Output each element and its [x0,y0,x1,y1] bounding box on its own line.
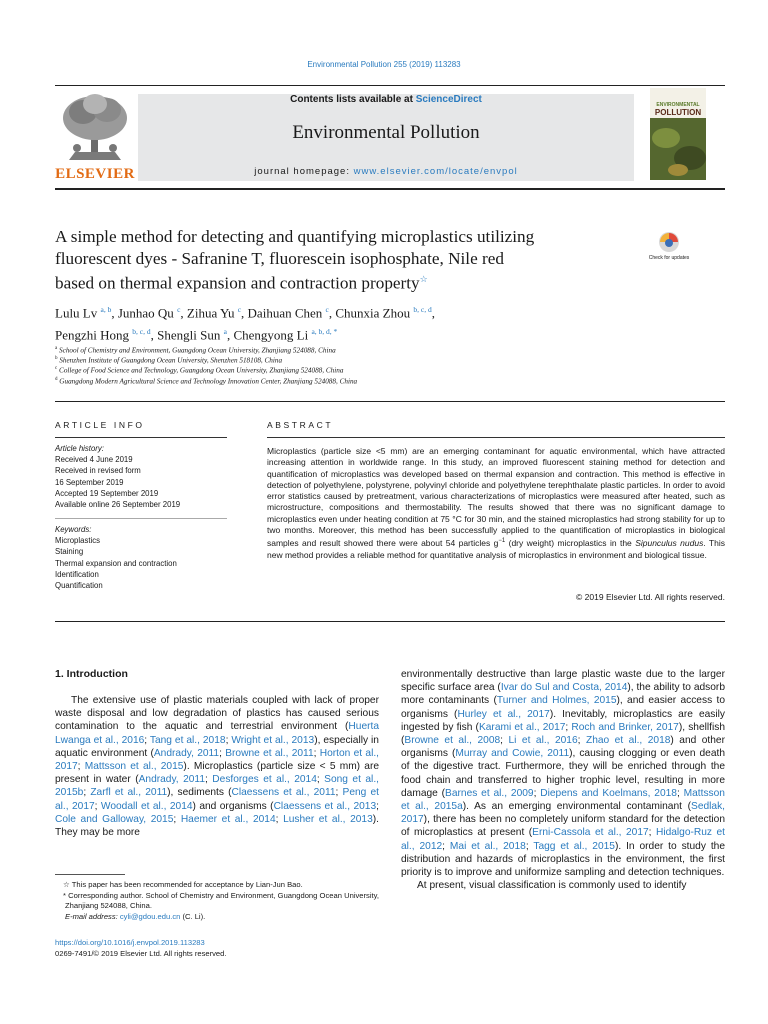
abstract-part-3: . This new method provides a reliable method for quantitative analysis of microplastics in environment and biological tissue. [267,538,725,560]
footnote-corresponding [55,891,379,912]
intro-right-text: ), the ability to adsorb more contaminants ( [401,682,725,707]
footnote-star-mark: ☆ [63,880,70,889]
author-3-affil[interactable]: c [237,305,242,314]
author-6-affil[interactable]: b, c, d [132,327,151,337]
intro-left-text: ; [225,734,232,746]
citation-link[interactable]: Browne et al., 2011 [225,747,314,759]
article-history [55,443,227,510]
citation-link[interactable]: Desforges et al., 2014 [212,774,317,786]
intro-right-text: ), shellfish ( [401,721,726,747]
author-7[interactable]: Shengli Sun [157,327,221,343]
keyword-item: Thermal expansion and contraction [55,558,177,568]
citation-link[interactable]: Zarfl et al., 2011 [90,787,168,799]
cover-title-line1: ENVIRONMENTAL [656,102,700,108]
author-5[interactable]: Chunxia Zhou [335,305,411,321]
intro-right-text: ; [533,787,541,799]
introduction-right-column [401,668,725,892]
intro-right-text: ). Inevitably, microplastics are easily ingested by fish ( [401,708,726,733]
intro-left-text: ; [205,774,213,786]
citation-link[interactable]: Andrady, 2011 [153,747,220,759]
author-7-affil[interactable]: a [223,327,227,337]
title-line-3 [55,269,645,294]
affiliation-b-mark: b [55,356,58,361]
citation-link[interactable]: Browne et al., 2008 [404,735,501,747]
citation-link[interactable]: Hidalgo-Ruz et al., 2012 [401,827,725,852]
article-info-rule [55,437,227,438]
title-line-3-text: based on thermal expansion and contraction property [55,273,420,293]
affiliation-c-mark: c [55,366,58,371]
intro-right-text: ; [565,721,572,733]
history-revised-date: 16 September 2019 [55,477,124,487]
author-5-affil[interactable]: b, c, d [413,305,432,314]
intro-left-text: ; [316,774,325,786]
email-link[interactable]: cyli@gdou.edu.cn [119,911,181,921]
footnote-star [55,880,379,891]
author-2-affil[interactable]: c [177,305,181,314]
check-updates-icon [652,230,686,256]
intro-right-text: ), there has been no completely uniform standard for the detection of microplastics at present ( [401,814,725,839]
keyword-item: Quantification [55,581,103,591]
author-list: Lulu Lv $^{a, b}$, Junhao Qu $^c$, Zihua Yu $^c$, Daihuan Chen $^c$, Chunxia Zhou $^{b, c, d}$, Pengzhi Hong $^{b, c, d}$, Shengli Sun $^a$, Chengyong Li $^{a, b, d, *}$ [55,305,435,343]
bottom-info [55,938,379,959]
journal-cover-thumbnail[interactable] [650,88,706,180]
citation-link[interactable]: Roch and Brinker, 2017 [571,721,679,733]
intro-right-text: environmentally destructive than large plastic waste due to the larger specific surface area ( [401,669,725,694]
elsevier-wordmark: ELSEVIER [55,166,135,182]
keywords-label: Keywords: [55,525,92,534]
affiliation-d [55,377,357,385]
abstract-part-1: Microplastics (particle size <5 mm) are an emerging contaminant for aquatic environmental, which have attracted increasing attention in worldwide range. In this study, an improved fluorescent staining method for detection and quantification of microplastics was developed based on thermal expansion and contraction. This method is effective in detection of polyethylene, polystyrene, polyvinyl chloride and polyethylene terephthalate plastic particles. In order to avoid error statistics caused by pretreatment, various characterizations of microplastics were measured after heated, such as microstructure, compositions and thermostability. The results showed that there was no significant damage to microplastics even under heating condition at 75 °C for 30 min, and the stained microplastics had strong stability for up to two months. Moreover, this method has been successfully applied to the quantification of microplastics in biological samples and result showed there were about 54 particles g [267,446,725,549]
sciencedirect-link[interactable]: ScienceDirect [415,94,482,105]
journal-homepage [138,166,634,177]
affiliation-d-text: Guangdong Modern Agricultural Science and Technology Innovation Center, Zhanjiang 524088, China [59,377,358,386]
keyword-item: Microplastics [55,536,101,546]
history-accepted: Accepted 19 September 2019 [55,488,159,498]
email-label: E-mail address: [65,911,120,921]
citation-link[interactable]: Barnes et al., 2009 [445,787,534,799]
abstract-bottom-rule [55,621,725,622]
citation-link[interactable]: Haemer et al., 2014 [180,813,276,825]
abstract-copyright: © 2019 Elsevier Ltd. All rights reserved. [576,592,725,602]
title-line-2: fluorescent dyes - Safranine T, fluorescein isophosphate, Nile red [55,248,504,268]
citation-link[interactable]: Mattsson et al., 2015a [401,787,725,813]
affiliation-b [55,356,282,364]
intro-left-text: ; [219,747,226,759]
issn-line: 0269-7491/© 2019 Elsevier Ltd. All rights reserved. [55,948,227,958]
intro-right-text: ), and easier access to organisms ( [401,695,725,720]
intro-left-text: ), especially in aquatic environment ( [55,734,379,759]
introduction-right-paragraph-2: At present, visual classification is commonly used to identify [417,880,687,892]
intro-left-text: ). Microplastics (particle size < 5 mm) are present in water ( [55,761,379,786]
citation-link[interactable]: Diepens and Koelmans, 2018 [540,787,677,799]
intro-right-text: ; [577,735,586,747]
footnotes [55,880,379,922]
author-1[interactable]: Lulu Lv [55,305,98,321]
keywords-block [55,524,227,591]
citation-link[interactable]: Sedlak, 2017 [401,801,726,826]
introduction-left-column [55,694,379,839]
intro-left-text: ) and organisms ( [192,800,274,812]
doi-link[interactable]: https://doi.org/10.1016/j.envpol.2019.113283 [55,938,205,947]
citation-link[interactable]: Turner and Holmes, 2015 [496,695,617,707]
intro-right-text: ), causing clogging or even death of the digestive tract. Furthermore, they will be enriched through the food chain and transferred to higher trophic level, resulting in more damage ( [401,748,725,799]
article-info-heading: ARTICLE INFO [55,420,145,430]
intro-right-text: ; [500,735,509,747]
footnote-email [55,912,379,923]
keywords-rule [55,518,227,519]
author-8[interactable]: Chengyong Li [233,327,309,343]
intro-left-text: ; [83,787,91,799]
author-6[interactable]: Pengzhi Hong [55,327,130,343]
author-4[interactable]: Daihuan Chen [247,305,323,321]
citation-link[interactable]: Song et al., 2015b [55,774,379,799]
affiliation-a [55,346,336,354]
abstract-heading: ABSTRACT [267,420,334,430]
citation-link[interactable]: Peng et al., 2017 [55,787,379,812]
intro-right-text: ; [648,827,656,839]
intro-right-text: ). In order to study the distribution and hazards of microplastics in the environment, the first priority is to improve and uniformize sampling and detection techniques. [401,840,725,879]
citation-link[interactable]: Tang et al., 2018 [149,734,226,746]
check-updates-label: Check for updates [648,255,690,261]
article-title [55,226,645,294]
citation-link[interactable]: Zhao et al., 2018 [585,735,671,747]
affiliation-c-text: College of Food Science and Technology, Guangdong Ocean University, Zhanjiang 524088, China [59,366,344,375]
intro-left-text: ; [376,800,379,812]
title-footnote-mark[interactable]: ☆ [419,274,428,284]
citation-link[interactable]: Lusher et al., 2013 [283,813,373,825]
citation-link[interactable]: Mattsson et al., 2015 [84,761,184,773]
citation-link[interactable]: Claessens et al., 2013 [273,800,377,812]
abstract-species: Sipunculus nudus [635,538,704,549]
abstract-text [267,446,725,561]
author-2[interactable]: Junhao Qu [117,305,174,321]
journal-citation[interactable]: Environmental Pollution 255 (2019) 113283 [307,60,461,69]
author-3[interactable]: Zihua Yu [186,305,235,321]
intro-left-text: ; [335,787,343,799]
history-label: Article history: [55,444,104,453]
contents-prefix: Contents lists available at [290,94,416,105]
intro-right-text: ; [676,787,684,799]
affiliation-a-text: School of Chemistry and Environment, Guangdong Ocean University, Zhanjiang 524088, China [59,346,336,355]
email-suffix: (C. Li). [180,911,206,921]
check-for-updates-badge[interactable] [652,230,686,268]
citation-link[interactable]: Wright et al., 2013 [231,734,315,746]
abstract-rule [267,437,725,438]
citation-link[interactable]: Karami et al., 2017 [478,721,566,733]
citation-link[interactable]: Claessens et al., 2011 [231,787,336,799]
citation-link[interactable]: Li et al., 2016 [508,735,578,747]
history-online: Available online 26 September 2019 [55,500,181,510]
intro-right-text: ; [525,840,534,852]
affiliation-d-mark: d [55,377,58,382]
citation-link[interactable]: Huerta Lwanga et al., 2016 [55,721,379,746]
history-received: Received 4 June 2019 [55,455,133,465]
author-8-affil[interactable]: a, b, d, * [311,327,338,337]
footnote-rule [55,874,125,875]
header-rule-bottom [55,188,725,190]
citation-link[interactable]: Cole and Galloway, 2015 [55,813,174,825]
introduction-heading: 1. Introduction [55,668,128,680]
affiliation-c [55,366,343,374]
keyword-item: Identification [55,569,99,579]
citation-link[interactable]: Erni-Cassola et al., 2017 [532,827,649,839]
cover-image-icon [650,118,706,180]
contents-line [138,94,634,105]
intro-left-text: ; [94,800,101,812]
intro-right-text: ; [442,840,450,852]
header-rule-top [55,85,725,86]
history-revised: Received in revised form [55,466,141,476]
intro-right-text: ). As an emerging environmental contaminant ( [462,801,692,813]
intro-left-text: ; [173,813,181,825]
author-4-affil[interactable]: c [325,305,329,314]
intro-left-text: ; [77,761,85,773]
keyword-item: Staining [55,547,84,557]
abstract-part-2: (dry weight) microplastics in the [505,538,636,549]
title-line-1: A simple method for detecting and quantifying microplastics utilizing [55,227,535,246]
author-1-affil[interactable]: a, b [100,305,112,314]
footnote-corr-mark: * [63,890,66,900]
introduction-right-paragraph [401,668,725,879]
journal-title: Environmental Pollution [292,122,480,143]
citation-link[interactable]: Murray and Cowie, 2011 [455,748,570,760]
citation-link[interactable]: Woodall et al., 2014 [100,800,193,812]
footnote-star-text: This paper has been recommended for acceptance by Lian-Jun Bao. [71,880,303,889]
intro-left-text: ). They may be more [55,813,379,839]
affiliation-rule [55,401,725,402]
cover-title-line2: POLLUTION [654,108,702,117]
intro-left-text: ; [313,747,320,759]
citation-link[interactable]: Andrady, 2011 [138,774,205,786]
citation-link[interactable]: Horton et al., 2017 [55,747,380,773]
citation-link[interactable]: Hurley et al., 2017 [457,708,550,720]
affiliation-a-mark: a [55,346,58,351]
abstract-superscript: −1 [498,538,506,545]
citation-link[interactable]: Tagg et al., 2015 [533,840,615,852]
footnote-corr-text: Corresponding author. School of Chemistry and Environment, Guangdong Ocean University, Zhanjiang 524088, China. [65,890,379,910]
intro-right-text: ) and other organisms ( [401,735,725,760]
homepage-link[interactable]: www.elsevier.com/locate/envpol [353,166,518,177]
elsevier-tree-icon [55,90,135,168]
citation-link[interactable]: Mai et al., 2018 [449,840,526,852]
homepage-prefix: journal homepage: [254,166,354,177]
affiliation-b-text: Shenzhen Institute of Guangdong Ocean University, Shenzhen 518108, China [59,356,283,365]
intro-left-text: The extensive use of plastic materials coupled with lack of proper waste disposal and low degradation of plastics has caused serious contamination to the aquatic and terrestrial environment ( [55,695,379,733]
intro-left-text: ; [144,734,150,746]
citation-link[interactable]: Ivar do Sul and Costa, 2014 [500,682,628,694]
intro-left-text: ), sediments ( [167,787,232,799]
intro-left-text: ; [275,813,284,825]
